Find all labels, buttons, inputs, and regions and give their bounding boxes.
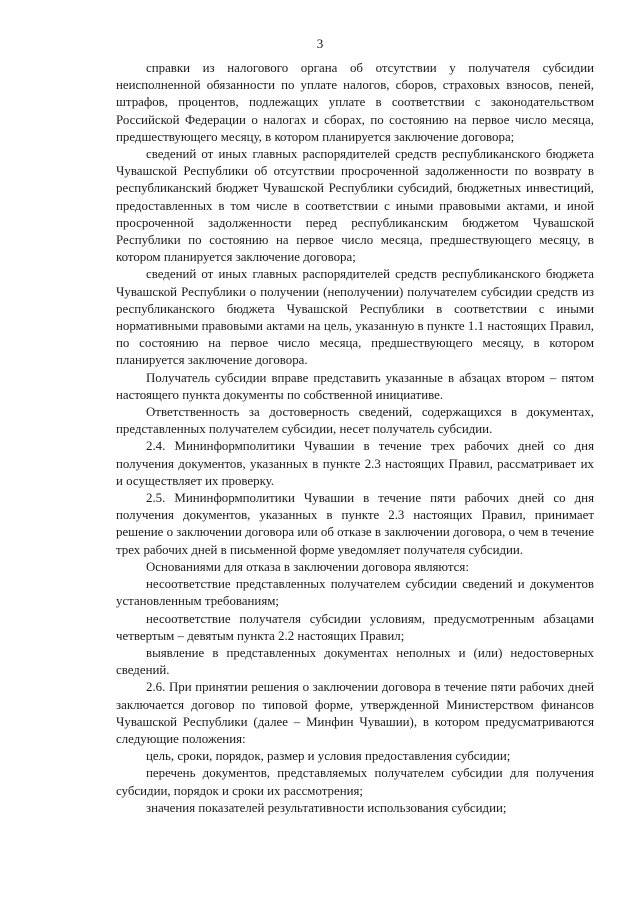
paragraph: 2.4. Мининформполитики Чувашии в течение трех рабочих дней со дня получения документов, указанных в пункте 2.3 настоящих Правил, рассматривает их и осуществляет их проверку. bbox=[116, 439, 594, 488]
paragraph: Ответственность за достоверность сведений, содержащихся в документах, представленных получателем субсидии, несет получатель субсидии. bbox=[116, 405, 594, 437]
paragraph: 2.5. Мининформполитики Чувашии в течение пяти рабочих дней со дня получения документов, указанных в пункте 2.3 настоящих Правил, принимает решение о заключении договора или об отказе в заключении договора, о чем в течение трех рабочих дней в письменной форме уведомляет получателя субсидии. bbox=[116, 491, 594, 557]
paragraph: 2.6. При принятии решения о заключении договора в течение пяти рабочих дней заключается договор по типовой форме, утвержденной Министерством финансов Чувашской Республики (далее – Минфин Чувашии), в котором предусматриваются следующие положения: bbox=[116, 680, 594, 746]
paragraph: сведений от иных главных распорядителей средств республиканского бюджета Чувашской Республики об отсутствии просроченной задолженности по возврату в республиканский бюджет Чувашской Республики субсидий, бюджетных инвестиций, предоставленных в том числе в соответствии с иными правовыми актами, и иной просроченной задолженности перед республиканским бюджетом Чувашской Республики по состоянию на первое число месяца, предшествующего месяцу, в котором планируется заключение договора; bbox=[116, 147, 594, 265]
paragraph: цель, сроки, порядок, размер и условия предоставления субсидии; bbox=[146, 749, 511, 764]
paragraph: сведений от иных главных распорядителей средств республиканского бюджета Чувашской Республики о получении (неполучении) получателем субсидии средств из республиканского бюджета Чувашской Республики в соответствии с иными нормативными правовыми актами на цель, указанную в пункте 1.1 настоящих Правил, по состоянию на первое число месяца, предшествующего месяцу, в котором планируется заключение договора. bbox=[116, 267, 594, 368]
paragraph: перечень документов, представляемых получателем субсидии для получения субсидии, порядок и сроки их рассмотрения; bbox=[116, 766, 594, 798]
document-body bbox=[116, 60, 594, 817]
page-number: 3 bbox=[316, 36, 324, 51]
paragraph: несоответствие получателя субсидии условиям, предусмотренным абзацами четвертым – девятым пункта 2.2 настоящих Правил; bbox=[116, 611, 594, 643]
paragraph: несоответствие представленных получателем субсидии сведений и документов установленным требованиям; bbox=[116, 577, 594, 609]
paragraph: Основаниями для отказа в заключении договора являются: bbox=[146, 559, 469, 574]
paragraph: значения показателей результативности использования субсидии; bbox=[146, 800, 507, 815]
paragraph: Получатель субсидии вправе представить указанные в абзацах втором – пятом настоящего пункта документы по собственной инициативе. bbox=[116, 370, 594, 402]
paragraph: выявление в представленных документах неполных и (или) недостоверных сведений. bbox=[116, 645, 594, 678]
paragraph: справки из налогового органа об отсутствии у получателя субсидии неисполненной обязанности по уплате налогов, сборов, страховых взносов, пеней, штрафов, процентов, подлежащих уплате в соответствии с законодательством Российской Федерации о налогах и сборах, по состоянию на первое число месяца, предшествующего месяцу, в котором планируется заключение договора; bbox=[116, 61, 594, 144]
